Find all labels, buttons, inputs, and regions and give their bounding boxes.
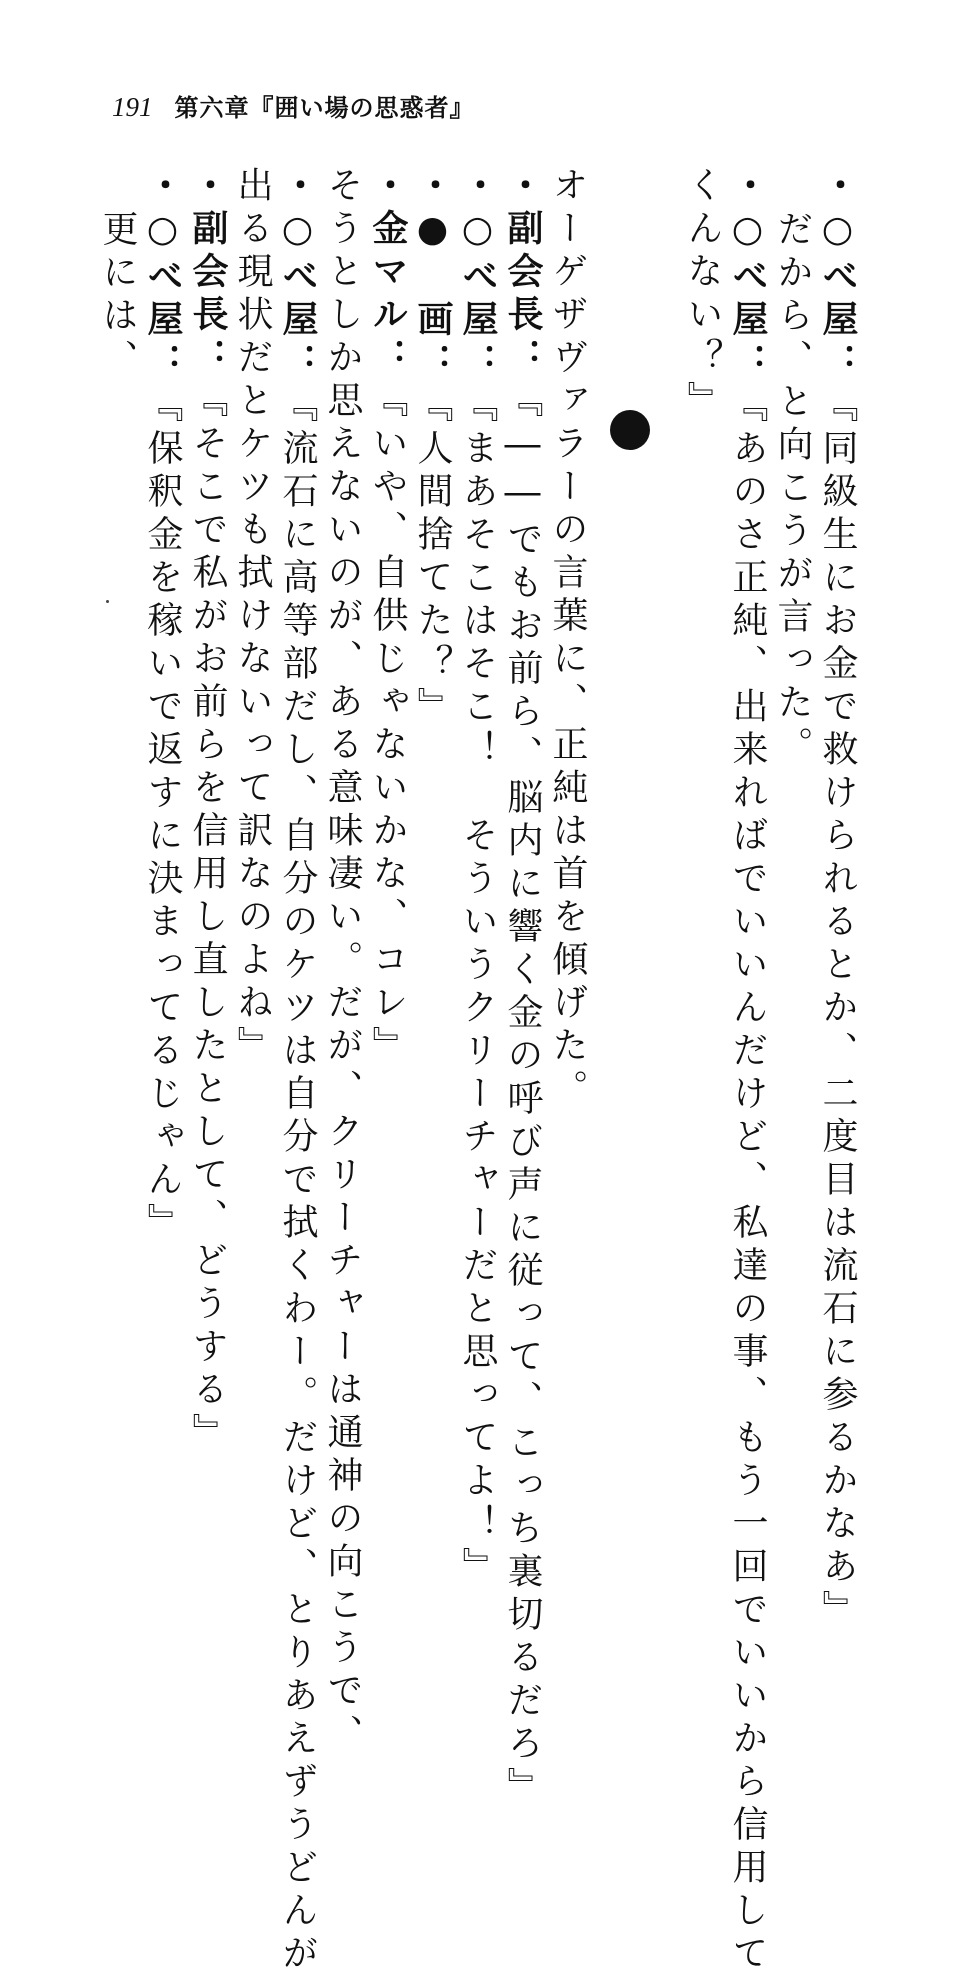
line-text: 『あのさ正純、出来ればでいいんだけど、私達の事、もう一回でいいから信用して [727,386,768,1977]
line-text: 『まあそこはそこ！ そういうクリーチャーだと思ってよ！』 [457,386,498,1590]
line-text: オーゲザヴァラーの言葉に、正純は首を傾げた。 [547,166,588,1112]
text-column [278,166,316,1977]
line-text: 出る現状だとケツも拭けないって訳なのよね』 [232,166,273,1069]
line-text: 『――でもお前ら、脳内に響く金の呼び声に従って、こっち裏切るだろ』 [502,381,543,1810]
scan-speck [106,600,109,603]
speaker-label: ・○べ屋： [277,166,318,386]
line-text: 『流石に高等部だし、自分のケツは自分で拭くわー。だけど、とりあえずうどんが [277,386,318,1977]
page-number: 191 [112,92,153,122]
line-text: そうとしか思えないのが、ある意味凄い。だが、クリーチャーは通神の向こうで、 [322,166,363,1757]
line-text: 『いや、自供じゃないかな、コレ』 [367,381,408,1069]
text-column [188,166,226,1456]
line-text: くんない？』 [682,166,723,424]
text-column [323,166,361,1757]
text-column [458,166,496,1590]
speaker-label: ・○べ屋： [142,166,183,386]
line-text: 『人間捨てた？』 [412,386,453,730]
speaker-label: ・● 画： [412,166,453,386]
speaker-label: ・○べ屋： [457,166,498,386]
speaker-label: ・○べ屋： [817,166,858,386]
running-title: 第六章『囲い場の思惑者』 [174,93,475,122]
speaker-label: ・金マル： [367,166,408,381]
text-column [773,210,811,769]
text-column [233,166,271,1069]
section-break-dot-icon [610,410,650,450]
speaker-label: ・副会長： [502,166,543,381]
text-column [368,166,406,1069]
line-text: 『保釈金を稼いで返すに決まってるじゃん』 [142,386,183,1246]
text-column [98,210,136,382]
line-text: 更には、 [97,210,138,382]
text-column [683,166,721,424]
text-column [413,166,451,730]
speaker-label: ・副会長： [187,166,228,381]
line-text: 『そこで私がお前らを信用し直したとして、どうする』 [187,381,228,1456]
text-column [728,166,766,1977]
line-text: 『同級生にお金で救けられるとか、二度目は流石に参るかなあ』 [817,386,858,1633]
text-column [143,166,181,1246]
text-column [818,166,856,1633]
line-text: だから、と向こうが言った。 [772,210,813,769]
page-header [112,88,475,120]
text-column [548,166,586,1112]
text-column [503,166,541,1810]
speaker-label: ・○べ屋： [727,166,768,386]
